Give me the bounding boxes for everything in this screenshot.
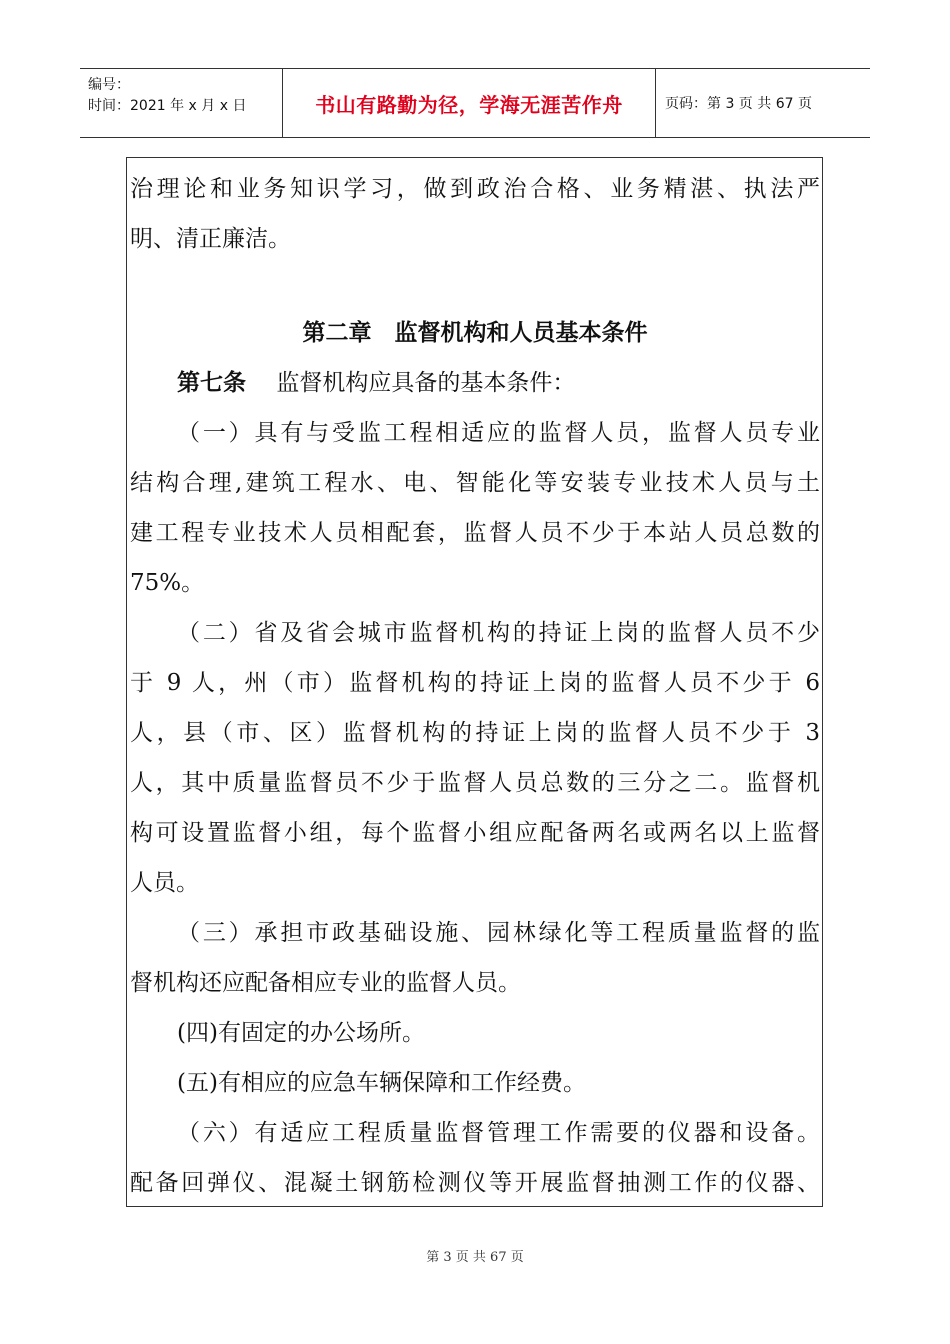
- spacer: [130, 264, 820, 308]
- text-line: (四)有固定的办公场所。: [177, 1020, 425, 1046]
- article-heading: [130, 358, 820, 408]
- text-line: （二）省及省会城市监督机构的持证上岗的监督人员不少: [177, 620, 820, 646]
- text-line: 明、清正廉洁。: [130, 226, 291, 252]
- chapter-heading: 第二章 监督机构和人员基本条件: [302, 320, 648, 346]
- page-footer: 第 3 页 共 67 页: [426, 1250, 524, 1265]
- page-header: [80, 68, 870, 138]
- doc-number-label: 编号：: [88, 77, 130, 93]
- text-line: 治理论和业务知识学习，做到政治合格、业务精湛、执法严: [130, 176, 820, 202]
- text-line: 人，县（市、区）监督机构的持证上岗的监督人员不少于 3: [130, 720, 820, 746]
- text-line: 75%。: [130, 570, 205, 596]
- text-line: （一）具有与受监工程相适应的监督人员，监督人员专业: [177, 420, 820, 446]
- text-line: 构可设置监督小组，每个监督小组应配备两名或两名以上监督: [130, 820, 820, 846]
- text-line: 于 9 人，州（市）监督机构的持证上岗的监督人员不少于 6: [130, 670, 820, 696]
- text-line: 结构合理,建筑工程水、电、智能化等安装专业技术人员与土: [130, 470, 820, 496]
- article-number: 第七条: [177, 370, 246, 396]
- doc-date-label: 时间：2021 年 x 月 x 日: [88, 98, 247, 114]
- text-line: （三）承担市政基础设施、园林绿化等工程质量监督的监: [177, 920, 820, 946]
- text-line: （六）有适应工程质量监督管理工作需要的仪器和设备。: [177, 1120, 820, 1146]
- text-line: 建工程专业技术人员相配套，监督人员不少于本站人员总数的: [130, 520, 820, 546]
- text-line: (五)有相应的应急车辆保障和工作经费。: [177, 1070, 586, 1096]
- document-body: [130, 164, 820, 1208]
- header-divider: [655, 69, 656, 137]
- header-page-info: 页码：第 3 页 共 67 页: [665, 96, 812, 112]
- header-meta: [88, 75, 246, 117]
- text-line: 配备回弹仪、混凝土钢筋检测仪等开展监督抽测工作的仪器、: [130, 1170, 820, 1196]
- header-motto: 书山有路勤为径，学海无涯苦作舟: [315, 92, 623, 117]
- text-line: 督机构还应配备相应专业的监督人员。: [130, 970, 521, 996]
- article-text: 监督机构应具备的基本条件：: [276, 370, 576, 396]
- text-line: 人，其中质量监督员不少于监督人员总数的三分之二。监督机: [130, 770, 820, 796]
- text-line: 人员。: [130, 870, 199, 896]
